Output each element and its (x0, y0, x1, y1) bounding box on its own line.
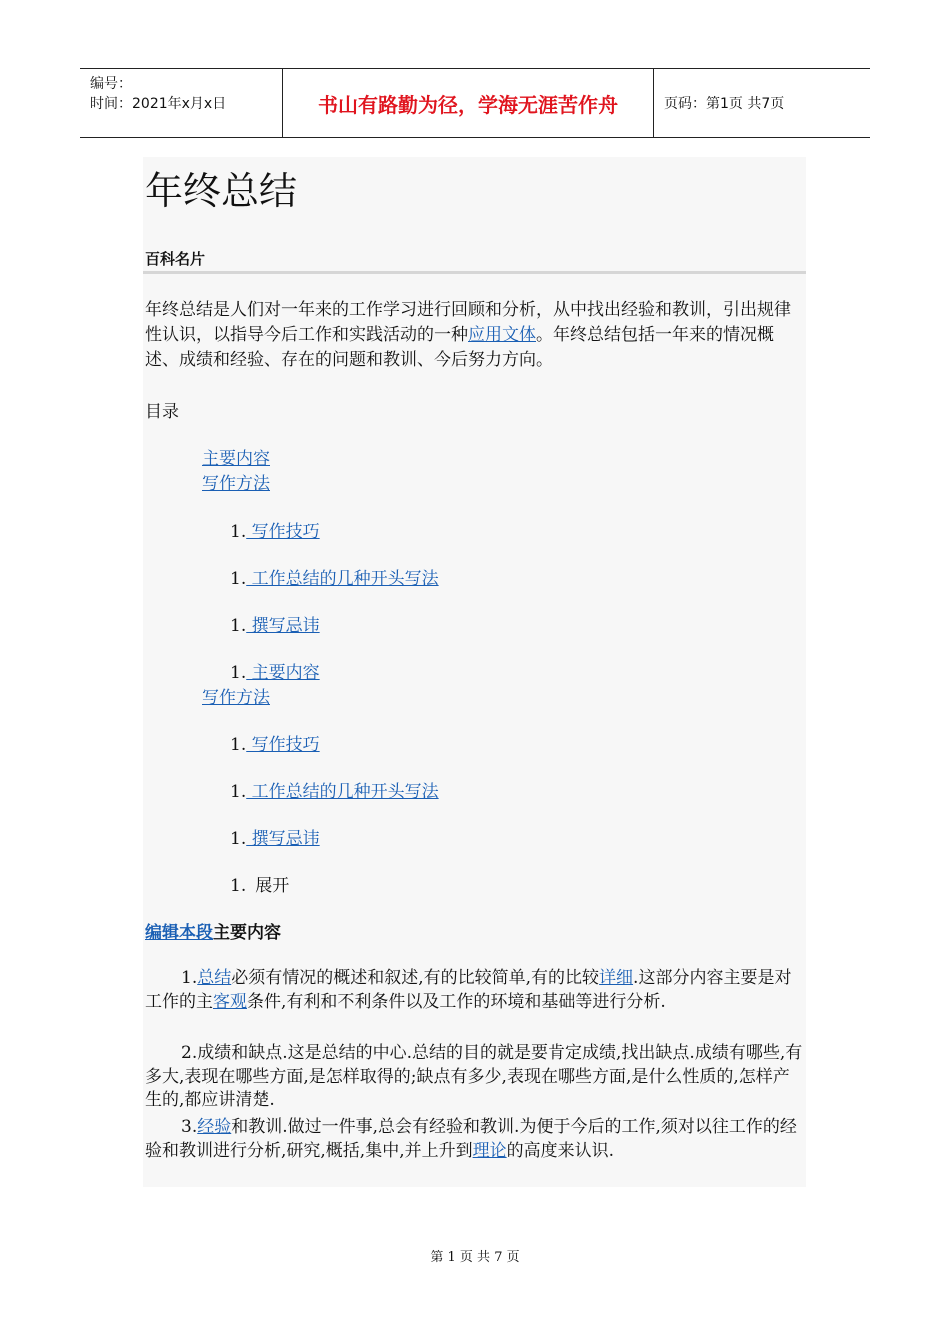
toc-num: 1. (230, 663, 247, 683)
para-text: 2.成绩和缺点.这是总结的中心.总结的目的就是要肯定成绩,找出缺点.成绩有哪些,有多大,表现在哪些方面,是怎样取得的;缺点有多少,表现在哪些方面,是什么性质的,怎样产生的,都应讲清楚. (145, 1043, 803, 1110)
toc-subitem (230, 777, 439, 802)
toc-subitem (230, 517, 320, 542)
para-text: .这部分内容主要是对工作的主 (145, 968, 792, 1012)
toc-link-main[interactable]: 主要内容 (246, 663, 320, 683)
toc-expand[interactable] (230, 871, 289, 896)
intro-text-end: 。年终总结包括一年来的情况概述、成绩和经验、存在的问题和教训、今后努力方向。 (145, 325, 774, 370)
header-motto: 书山有路勤为径，学海无涯苦作舟 (283, 69, 654, 137)
page-footer: 第 1 页 共 7 页 (430, 1250, 520, 1265)
link-detail[interactable]: 详细 (599, 968, 634, 988)
divider (143, 271, 806, 274)
toc-num: 1. (230, 735, 247, 755)
toc-link-openings[interactable]: 工作总结的几种开头写法 (246, 569, 439, 589)
edit-section-link[interactable]: 编辑本段 (145, 923, 213, 943)
para-text: 必须有情况的概述和叙述,有的比较简单,有的比较 (231, 968, 600, 988)
para-text: 1. (181, 968, 198, 988)
section-title: 主要内容 (213, 923, 281, 943)
intro-text: 年终总结是人们对一年来的工作学习进行回顾和分析，从中找出经验和教训，引出规律性认识，以指导今后工作和实践活动的一种 (145, 300, 791, 345)
toc-item-writing[interactable]: 写作方法 (202, 474, 270, 494)
header-page-label: 页码：第1页 共7页 (664, 96, 785, 112)
toc-num: 1. (230, 616, 247, 636)
toc-label: 目录 (145, 402, 179, 422)
toc-subitem (230, 611, 320, 636)
para-text: 3. (181, 1117, 198, 1137)
toc-num: 1. (230, 569, 247, 589)
toc-item-main[interactable]: 主要内容 (202, 449, 270, 469)
page-title: 年终总结 (145, 169, 298, 213)
toc-num: 1. (230, 829, 247, 849)
toc-subitem (230, 824, 320, 849)
paragraph-3 (145, 1116, 805, 1163)
toc-link-taboos-2[interactable]: 撰写忌讳 (246, 829, 320, 849)
toc-link-tips-2[interactable]: 写作技巧 (246, 735, 320, 755)
link-summary[interactable]: 总结 (197, 968, 232, 988)
expand-label[interactable]: 展开 (255, 876, 290, 896)
toc-num: 1. (230, 782, 247, 802)
number-label: 编号： (90, 76, 132, 92)
toc-link-openings-2[interactable]: 工作总结的几种开头写法 (246, 782, 439, 802)
header-meta-cell (80, 69, 283, 137)
toc-num: 1. (230, 876, 247, 896)
link-experience[interactable]: 经验 (197, 1117, 232, 1137)
toc-link-tips[interactable]: 写作技巧 (246, 522, 320, 542)
intro-paragraph (145, 298, 803, 373)
toc-item-writing-2[interactable]: 写作方法 (202, 688, 270, 708)
link-objective[interactable]: 客观 (213, 991, 247, 1012)
para-text: 和教训.做过一件事,总会有经验和教训.为便于今后的工作,须对以往工作的经验和教训进行分析,研究,概括,集中,并上升到 (145, 1117, 797, 1161)
link-applied-style[interactable]: 应用文体 (468, 325, 536, 345)
toc-subitem (230, 658, 320, 683)
time-label: 时间：2021年x月x日 (90, 96, 227, 112)
toc-subitem (230, 564, 439, 589)
toc-link-taboos[interactable]: 撰写忌讳 (246, 616, 320, 636)
link-theory[interactable]: 理论 (472, 1140, 507, 1161)
paragraph-1 (145, 967, 805, 1014)
toc-subitem (230, 730, 320, 755)
page-header (80, 68, 870, 138)
card-label: 百科名片 (145, 250, 206, 268)
para-text: 的高度来认识. (506, 1140, 615, 1161)
toc-num: 1. (230, 522, 247, 542)
section-heading (145, 918, 281, 943)
para-text: 条件,有利和不利条件以及工作的环境和基础等进行分析. (247, 991, 666, 1012)
paragraph-2 (145, 1042, 805, 1113)
